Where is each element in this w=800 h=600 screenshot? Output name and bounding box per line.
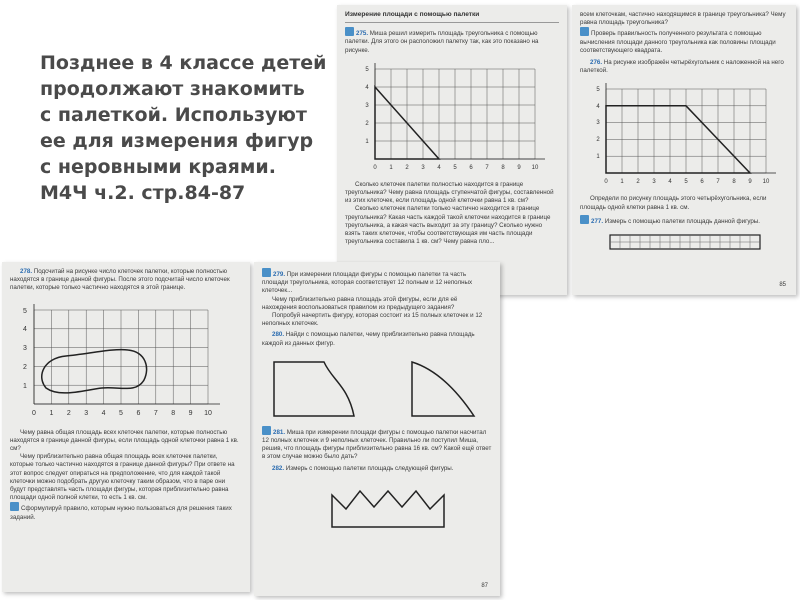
x-tick: 6 bbox=[136, 409, 141, 417]
x-tick: 3 bbox=[421, 164, 425, 171]
x-tick: 4 bbox=[668, 179, 672, 186]
task-icon bbox=[580, 215, 589, 224]
x-tick: 8 bbox=[732, 179, 736, 186]
y-tick: 3 bbox=[596, 120, 600, 127]
slide-caption bbox=[40, 50, 340, 206]
task-icon bbox=[262, 426, 271, 435]
y-tick: 2 bbox=[365, 120, 369, 127]
grid-figure-278 bbox=[10, 298, 242, 424]
page-number-85: 85 bbox=[779, 281, 786, 288]
x-tick: 1 bbox=[620, 179, 624, 186]
y-tick: 3 bbox=[365, 102, 369, 109]
task-280-number: 280. bbox=[272, 331, 285, 339]
task-275-body: Миша решил измерить площадь треугольника с помощью палетки. Для этого он расположил палетку так, как это показано на рисунке. bbox=[345, 30, 539, 54]
x-tick: 3 bbox=[84, 409, 89, 417]
grid-figure-276 bbox=[580, 79, 788, 191]
y-tick: 2 bbox=[596, 137, 600, 144]
task-278-text: 278. Подсчитай на рисунке число клеточек палетки, которые полностью находятся в границе данной фигуры. После этого подсчитай число клеточек палетки, которые только частично находятся в этой границе. bbox=[10, 268, 230, 292]
task-282-text: 282. Измерь с помощью палетки площадь следующей фигуры. bbox=[272, 464, 454, 472]
x-tick: 10 bbox=[531, 164, 539, 171]
task-277-number: 277. bbox=[591, 217, 604, 225]
x-tick: 5 bbox=[684, 179, 688, 186]
page87-draw-task: Попробуй начертить фигуру, которая состоит из 15 полных клеточек и 12 неполных клеточек. bbox=[262, 312, 483, 328]
caption-line-4: ее для измерения фигур bbox=[40, 130, 314, 152]
y-tick: 5 bbox=[596, 87, 600, 94]
task-278-number: 278. bbox=[20, 268, 33, 275]
caption-line-1: Позднее в 4 классе детей bbox=[40, 52, 327, 74]
textbook-page-86 bbox=[2, 262, 250, 592]
textbook-page-84 bbox=[337, 5, 567, 295]
y-tick: 5 bbox=[23, 307, 27, 315]
y-tick: 1 bbox=[365, 138, 369, 145]
page84-question-2: Сколько клеточек палетки только частично находится в границе треугольника? Какая часть каждой такой клеточки находится в границе треугольника, а какая часть выходит за эту границу? Сколько нужно взять таких клеточек, чтобы соответствующая им часть площади треугольника составила 1 кв. см? Чему равна пло... bbox=[345, 205, 551, 246]
page85-question-276: Определи по рисунку площадь этого четырёхугольника, если площадь одной клетки равна 1 кв. см. bbox=[580, 195, 767, 211]
page86-question-2: Чему приблизительно равна общая площадь всех клеточек палетки, которые только частично находятся в границе данной фигуры? При ответе на этот вопрос следует опираться на предположение, что для каждой такой клеточки можно подобрать другую клеточку таким образом, что в паре они будут представлять часть площади фигуры, которая приблизительно равна площади одной полной клетки, то есть 1 кв. см. bbox=[10, 453, 235, 502]
y-tick: 1 bbox=[596, 154, 600, 161]
task-277-text: 277. Измерь с помощью палетки площадь данной фигуры. bbox=[580, 215, 788, 226]
x-tick: 0 bbox=[373, 164, 377, 171]
page85-check-text: Проверь правильность полученного результата с помощью вычисления площади данного треугольника как половины площади соответствующего квадрата. bbox=[580, 27, 788, 55]
textbook-page-85 bbox=[572, 5, 796, 295]
x-tick: 5 bbox=[119, 409, 123, 417]
x-tick: 5 bbox=[453, 164, 457, 171]
page86-rule: Сформулируй правило, которым нужно пользоваться для решения таких заданий. bbox=[10, 502, 242, 521]
page87-question-279: Чему приблизительно равна площадь этой фигуры, если для её нахождения воспользоваться правилом из предыдущего задания? bbox=[262, 295, 458, 311]
x-tick: 4 bbox=[437, 164, 441, 171]
task-icon bbox=[262, 268, 271, 277]
task-281-number: 281. bbox=[273, 428, 286, 436]
task-icon bbox=[10, 502, 19, 511]
task-275-text bbox=[345, 27, 559, 55]
task-280-text: 280. Найди с помощью палетки, чему приблизительно равна площадь каждой из данных фигур. bbox=[262, 331, 475, 347]
task-276-number: 276. bbox=[590, 59, 603, 67]
task-275-number: 275. bbox=[356, 30, 369, 38]
x-tick: 9 bbox=[517, 164, 521, 171]
task-282-number: 282. bbox=[272, 464, 285, 472]
x-tick: 1 bbox=[389, 164, 393, 171]
page-number-87: 87 bbox=[481, 582, 488, 589]
x-tick: 9 bbox=[748, 179, 752, 186]
shapes-figure-280 bbox=[262, 352, 492, 422]
x-tick: 2 bbox=[405, 164, 409, 171]
y-tick: 5 bbox=[365, 66, 369, 73]
y-tick: 4 bbox=[23, 325, 27, 333]
x-tick: 4 bbox=[101, 409, 106, 417]
x-tick: 10 bbox=[762, 179, 770, 186]
textbook-page-87 bbox=[254, 262, 500, 596]
caption-line-3: с палеткой. Используют bbox=[40, 104, 307, 126]
strip-figure-277 bbox=[580, 232, 788, 254]
task-icon bbox=[345, 27, 354, 36]
page84-heading-rule bbox=[345, 22, 559, 23]
x-tick: 9 bbox=[188, 409, 193, 417]
page84-heading: Измерение площади с помощью палетки bbox=[345, 11, 480, 18]
x-tick: 6 bbox=[469, 164, 473, 171]
task-281-text: 281. Миша при измерении площади фигуры с помощью палетки насчитал 12 полных клеточек и 9 неполных клеточек. Правильно ли поступил Миша, решив, что площадь фигуры приблизительно равна 16 кв. см? Какой ещё ответ в этом случае можно было дать? bbox=[262, 426, 492, 462]
y-tick: 2 bbox=[23, 363, 27, 371]
x-tick: 6 bbox=[700, 179, 704, 186]
y-tick: 4 bbox=[596, 104, 600, 111]
caption-line-6: М4Ч ч.2. стр.84-87 bbox=[40, 182, 246, 204]
page85-top-text: всем клеточкам, частично находящимся в границе треугольника? Чему равна площадь треугольника? bbox=[580, 11, 786, 27]
x-tick: 8 bbox=[501, 164, 505, 171]
task-279-text: 279. При измерении площади фигуры с помощью палетки та часть площади треугольника, которая соответствует 12 полным и 12 неполных клеточек... bbox=[262, 268, 492, 296]
x-tick: 2 bbox=[66, 409, 71, 417]
x-tick: 7 bbox=[716, 179, 720, 186]
x-tick: 7 bbox=[485, 164, 489, 171]
caption-line-5: с неровными краями. bbox=[40, 156, 276, 178]
task-279-number: 279. bbox=[273, 271, 286, 278]
x-tick: 1 bbox=[49, 409, 54, 417]
y-tick: 1 bbox=[23, 382, 27, 390]
x-tick: 8 bbox=[171, 409, 176, 417]
x-tick: 3 bbox=[652, 179, 656, 186]
zigzag-figure-282 bbox=[262, 479, 492, 533]
page86-question-1: Чему равна общая площадь всех клеточек палетки, которые полностью находятся в границе данной фигуры, если площадь одной клеточки равна 1 кв. см? bbox=[10, 428, 239, 453]
page84-question-1: Сколько клеточек палетки полностью находится в границе треугольника? Чему равна площадь ступенчатой фигуры, составленной из этих клеточек, если площадь одной клеточки равна 1 кв. см? bbox=[345, 180, 554, 205]
y-tick: 4 bbox=[365, 84, 369, 91]
x-tick: 0 bbox=[32, 409, 36, 417]
x-tick: 2 bbox=[636, 179, 640, 186]
task-276-text: 276. На рисунке изображён четырёхугольник с наложенной на него палеткой. bbox=[580, 59, 784, 75]
caption-line-2: продолжают знакомить bbox=[40, 78, 305, 100]
x-tick: 0 bbox=[604, 179, 608, 186]
grid-figure-275 bbox=[345, 59, 559, 177]
x-tick: 10 bbox=[204, 409, 212, 417]
y-tick: 3 bbox=[23, 344, 27, 352]
x-tick: 7 bbox=[153, 409, 158, 417]
task-icon bbox=[580, 27, 589, 36]
